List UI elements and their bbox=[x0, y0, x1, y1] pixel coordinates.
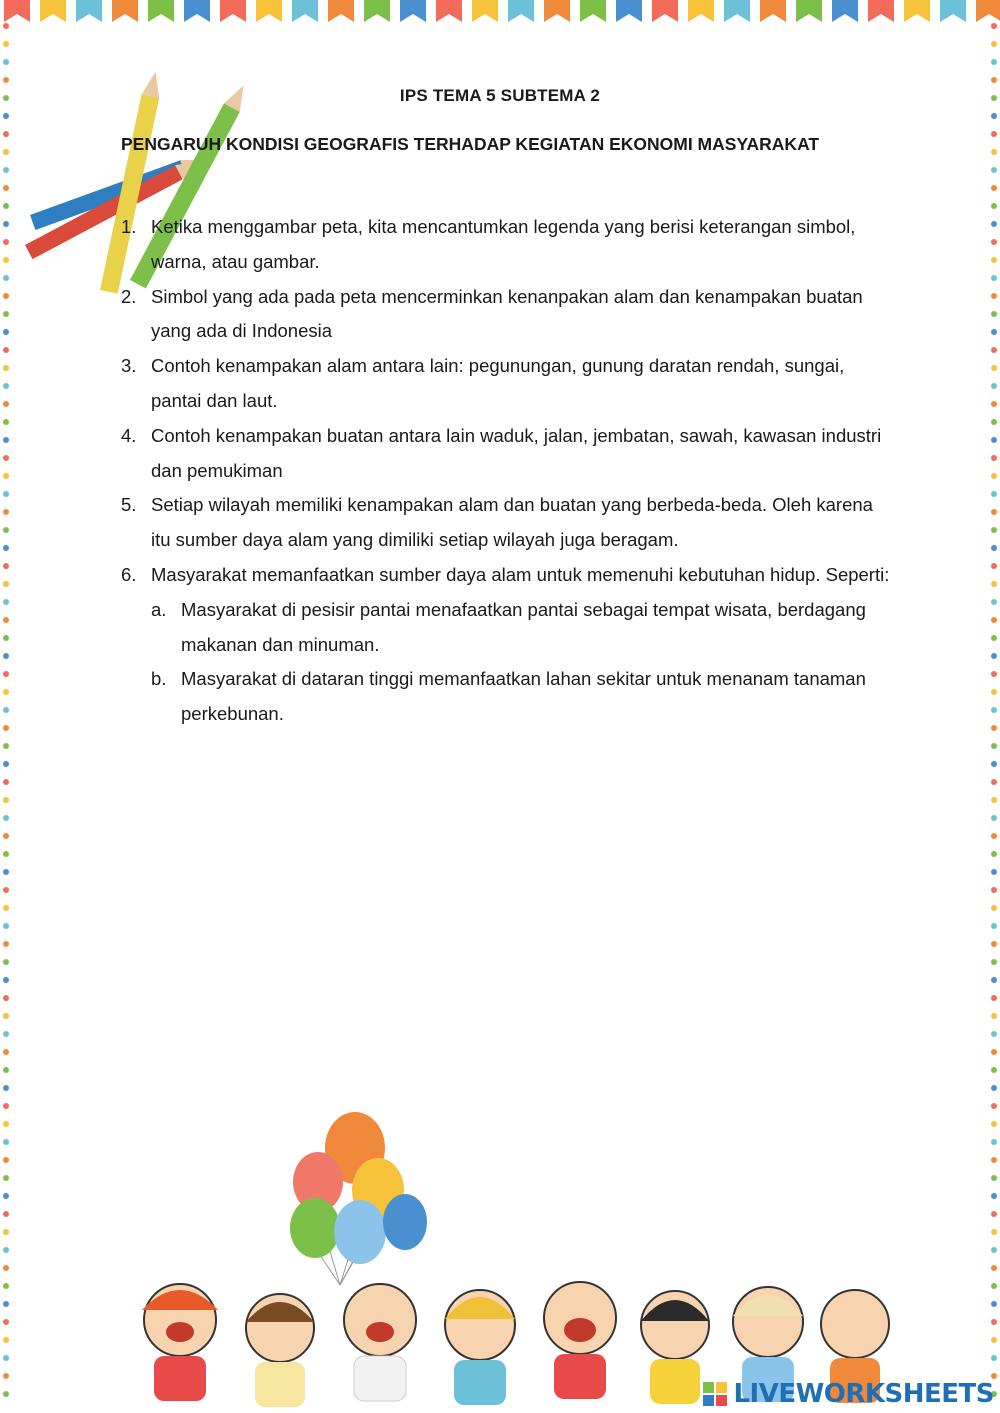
border-dot bbox=[3, 851, 9, 857]
border-dot bbox=[991, 923, 997, 929]
bunting-flag bbox=[112, 0, 138, 22]
bunting-flag bbox=[364, 0, 390, 22]
list-item-number: 3. bbox=[121, 355, 137, 377]
border-dot bbox=[991, 239, 997, 245]
border-dot bbox=[3, 653, 9, 659]
border-dot bbox=[3, 365, 9, 371]
liveworksheets-logo-icon bbox=[702, 1381, 728, 1407]
bunting-flag bbox=[76, 0, 102, 22]
bunting-flag bbox=[508, 0, 534, 22]
border-dot bbox=[3, 977, 9, 983]
border-dot bbox=[991, 23, 997, 29]
border-dot bbox=[3, 203, 9, 209]
bunting-flag bbox=[616, 0, 642, 22]
border-dot bbox=[991, 1121, 997, 1127]
border-dot bbox=[991, 545, 997, 551]
border-dot bbox=[991, 401, 997, 407]
border-dot bbox=[3, 257, 9, 263]
page-title: IPS TEMA 5 SUBTEMA 2 bbox=[399, 86, 601, 105]
border-dot bbox=[991, 977, 997, 983]
border-dot bbox=[991, 635, 997, 641]
border-dot bbox=[3, 941, 9, 947]
border-dot bbox=[991, 599, 997, 605]
border-dot bbox=[991, 59, 997, 65]
border-dot bbox=[991, 1283, 997, 1289]
border-dot bbox=[3, 1175, 9, 1181]
bunting-flag bbox=[220, 0, 246, 22]
border-dot bbox=[3, 761, 9, 767]
border-dot bbox=[991, 1193, 997, 1199]
border-dot bbox=[3, 743, 9, 749]
border-dot bbox=[3, 1139, 9, 1145]
border-dot bbox=[3, 527, 9, 533]
border-dot bbox=[3, 689, 9, 695]
border-dot bbox=[991, 761, 997, 767]
border-dot bbox=[991, 293, 997, 299]
border-dot bbox=[3, 293, 9, 299]
list-item bbox=[121, 280, 891, 350]
list-item-number: 6. bbox=[121, 563, 137, 585]
border-dot bbox=[3, 1319, 9, 1325]
border-dot bbox=[3, 905, 9, 911]
border-dot bbox=[3, 869, 9, 875]
border-dot bbox=[991, 707, 997, 713]
border-dot bbox=[3, 1301, 9, 1307]
border-dot bbox=[991, 1247, 997, 1253]
border-dot bbox=[3, 23, 9, 29]
border-dot bbox=[991, 383, 997, 389]
border-dot bbox=[3, 797, 9, 803]
bunting-flag bbox=[292, 0, 318, 22]
sub-list-item-text: Masyarakat di pesisir pantai menafaatkan pantai sebagai tempat wisata, berdagang makanan dan minuman. bbox=[181, 598, 866, 655]
border-dot bbox=[991, 1049, 997, 1055]
border-dot bbox=[991, 1319, 997, 1325]
list-item-number: 5. bbox=[121, 494, 137, 516]
border-dot bbox=[3, 1229, 9, 1235]
border-dot bbox=[991, 815, 997, 821]
bunting-flag bbox=[400, 0, 426, 22]
border-dot bbox=[3, 635, 9, 641]
border-dot bbox=[991, 797, 997, 803]
border-dot bbox=[991, 851, 997, 857]
border-dot bbox=[3, 959, 9, 965]
border-dot bbox=[3, 401, 9, 407]
sub-list-item-letter: b. bbox=[151, 668, 167, 690]
border-dot bbox=[991, 347, 997, 353]
border-dot bbox=[991, 257, 997, 263]
border-dot bbox=[3, 581, 9, 587]
sub-list-item-letter: a. bbox=[151, 598, 167, 620]
bunting-flag bbox=[4, 0, 30, 22]
border-dot bbox=[991, 1157, 997, 1163]
border-dot bbox=[991, 1175, 997, 1181]
border-dot bbox=[3, 311, 9, 317]
border-dot bbox=[991, 203, 997, 209]
border-dot bbox=[991, 1031, 997, 1037]
border-dot bbox=[991, 995, 997, 1001]
list-item bbox=[121, 488, 891, 558]
border-dot bbox=[3, 1193, 9, 1199]
border-dot bbox=[991, 1211, 997, 1217]
border-dot bbox=[3, 41, 9, 47]
border-dot bbox=[991, 779, 997, 785]
list-item bbox=[121, 210, 891, 280]
border-dot bbox=[991, 329, 997, 335]
border-dot bbox=[991, 77, 997, 83]
bunting-flag bbox=[652, 0, 678, 22]
border-dot bbox=[3, 347, 9, 353]
list-item-text: Setiap wilayah memiliki kenampakan alam dan buatan yang berbeda-beda. Oleh karena itu sumber daya alam yang dimiliki setiap wilayah juga beragam. bbox=[151, 494, 873, 551]
border-dot bbox=[3, 563, 9, 569]
border-dot bbox=[991, 689, 997, 695]
border-dot bbox=[991, 41, 997, 47]
list-item-number: 4. bbox=[121, 424, 137, 446]
border-dot bbox=[3, 1013, 9, 1019]
page-subtitle: PENGARUH KONDISI GEOGRAFIS TERHADAP KEGIATAN EKONOMI MASYARAKAT bbox=[121, 134, 820, 154]
bunting-flag bbox=[544, 0, 570, 22]
border-dot bbox=[3, 491, 9, 497]
border-dot bbox=[3, 185, 9, 191]
border-dot bbox=[3, 779, 9, 785]
border-dot bbox=[3, 473, 9, 479]
border-dot bbox=[3, 1067, 9, 1073]
bunting-flag bbox=[976, 0, 1000, 22]
border-dot bbox=[3, 275, 9, 281]
border-dot bbox=[991, 1337, 997, 1343]
border-dot bbox=[3, 419, 9, 425]
content-list bbox=[121, 210, 891, 732]
border-dot bbox=[991, 671, 997, 677]
list-item-text: Contoh kenampakan alam antara lain: pegunungan, gunung daratan rendah, sungai, pantai dan laut. bbox=[151, 355, 845, 411]
bunting-flag bbox=[472, 0, 498, 22]
border-dot bbox=[991, 365, 997, 371]
bunting-flag bbox=[184, 0, 210, 22]
bunting-flag bbox=[688, 0, 714, 22]
border-dot bbox=[3, 1373, 9, 1379]
border-dot bbox=[3, 617, 9, 623]
border-dot bbox=[991, 887, 997, 893]
border-dot bbox=[991, 1103, 997, 1109]
border-dot bbox=[991, 617, 997, 623]
border-dot bbox=[3, 545, 9, 551]
border-dot bbox=[3, 113, 9, 119]
bunting-flag bbox=[40, 0, 66, 22]
border-dot bbox=[991, 1085, 997, 1091]
border-dot bbox=[991, 941, 997, 947]
bunting-flag bbox=[940, 0, 966, 22]
border-dot bbox=[991, 1265, 997, 1271]
border-dot bbox=[991, 833, 997, 839]
border-dot bbox=[991, 959, 997, 965]
border-dot bbox=[3, 1337, 9, 1343]
border-dot bbox=[3, 149, 9, 155]
border-dot bbox=[3, 455, 9, 461]
border-dot bbox=[991, 905, 997, 911]
border-dot bbox=[3, 239, 9, 245]
border-dot bbox=[3, 1211, 9, 1217]
border-dot bbox=[991, 527, 997, 533]
border-dot bbox=[991, 311, 997, 317]
list-item-number: 1. bbox=[121, 216, 137, 237]
list-item-text: Ketika menggambar peta, kita mencantumkan legenda yang berisi keterangan simbol, warna, atau gambar. bbox=[151, 216, 856, 272]
border-dot bbox=[3, 1103, 9, 1109]
bunting-flag bbox=[796, 0, 822, 22]
border-dot bbox=[991, 1301, 997, 1307]
balloons-illustration bbox=[290, 1112, 427, 1285]
border-dot bbox=[991, 725, 997, 731]
sub-list-item bbox=[151, 662, 891, 732]
border-dot bbox=[3, 77, 9, 83]
border-dot bbox=[3, 1283, 9, 1289]
border-dot bbox=[991, 1229, 997, 1235]
border-dot bbox=[3, 815, 9, 821]
border-dot bbox=[991, 113, 997, 119]
border-dot bbox=[991, 869, 997, 875]
border-dot bbox=[991, 455, 997, 461]
bunting-flag bbox=[328, 0, 354, 22]
border-dot bbox=[991, 743, 997, 749]
border-dot bbox=[3, 1391, 9, 1397]
border-dot bbox=[3, 923, 9, 929]
border-dot bbox=[3, 329, 9, 335]
border-dot bbox=[3, 1121, 9, 1127]
border-dot bbox=[991, 491, 997, 497]
list-item-text: Simbol yang ada pada peta mencerminkan kenanpakan alam dan kenampakan buatan yang ada di Indonesia bbox=[151, 285, 863, 342]
border-dot bbox=[3, 1265, 9, 1271]
border-dot bbox=[3, 707, 9, 713]
border-dot bbox=[991, 221, 997, 227]
border-dot bbox=[991, 509, 997, 515]
border-dot bbox=[3, 167, 9, 173]
border-dot bbox=[3, 437, 9, 443]
border-dot bbox=[3, 725, 9, 731]
sub-list bbox=[151, 593, 891, 732]
border-dot bbox=[3, 509, 9, 515]
border-dot bbox=[991, 1067, 997, 1073]
border-dot bbox=[991, 473, 997, 479]
border-dot bbox=[3, 131, 9, 137]
border-dot bbox=[3, 671, 9, 677]
border-dot bbox=[991, 131, 997, 137]
sub-list-item-text: Masyarakat di dataran tinggi memanfaatkan lahan sekitar untuk menanam tanaman perkebunan. bbox=[181, 668, 866, 725]
bunting-flags-decoration bbox=[0, 0, 1000, 30]
liveworksheets-logo-text: LIVEWORKSHEETS bbox=[733, 1379, 994, 1409]
bunting-flag bbox=[868, 0, 894, 22]
bunting-flag bbox=[724, 0, 750, 22]
list-item bbox=[121, 349, 891, 419]
border-dot bbox=[3, 1085, 9, 1091]
sub-list-item bbox=[151, 593, 891, 663]
border-dot bbox=[991, 581, 997, 587]
bunting-flag bbox=[580, 0, 606, 22]
border-dot bbox=[991, 275, 997, 281]
bunting-flag bbox=[436, 0, 462, 22]
border-dot bbox=[3, 1049, 9, 1055]
border-dot bbox=[991, 1139, 997, 1145]
liveworksheets-logo bbox=[702, 1379, 994, 1409]
border-dot bbox=[3, 1247, 9, 1253]
border-dot bbox=[3, 995, 9, 1001]
border-dot bbox=[991, 149, 997, 155]
list-item-number: 2. bbox=[121, 285, 137, 307]
bunting-flag bbox=[832, 0, 858, 22]
bunting-flag bbox=[904, 0, 930, 22]
border-dot bbox=[3, 383, 9, 389]
bunting-flag bbox=[760, 0, 786, 22]
border-dot bbox=[991, 167, 997, 173]
cartoon-children-holding-hands-illustration bbox=[120, 1110, 900, 1413]
border-dot bbox=[3, 1031, 9, 1037]
bunting-flag bbox=[148, 0, 174, 22]
list-item-text: Masyarakat memanfaatkan sumber daya alam untuk memenuhi kebutuhan hidup. Seperti: bbox=[151, 563, 890, 585]
bunting-flag bbox=[256, 0, 282, 22]
border-dot bbox=[3, 59, 9, 65]
border-dot bbox=[991, 437, 997, 443]
border-dot bbox=[3, 599, 9, 605]
border-dot bbox=[3, 887, 9, 893]
list-item-text: Contoh kenampakan buatan antara lain waduk, jalan, jembatan, sawah, kawasan industri dan pemukiman bbox=[151, 424, 882, 481]
border-dot bbox=[3, 221, 9, 227]
border-dot bbox=[3, 1355, 9, 1361]
border-dot bbox=[991, 1013, 997, 1019]
border-dot bbox=[991, 653, 997, 659]
list-item bbox=[121, 419, 891, 489]
border-dot bbox=[991, 419, 997, 425]
border-dot bbox=[3, 1157, 9, 1163]
border-dot bbox=[3, 833, 9, 839]
right-dotted-border bbox=[988, 20, 1000, 1410]
border-dot bbox=[991, 185, 997, 191]
border-dot bbox=[991, 563, 997, 569]
border-dot bbox=[991, 1355, 997, 1361]
list-item bbox=[121, 558, 891, 732]
